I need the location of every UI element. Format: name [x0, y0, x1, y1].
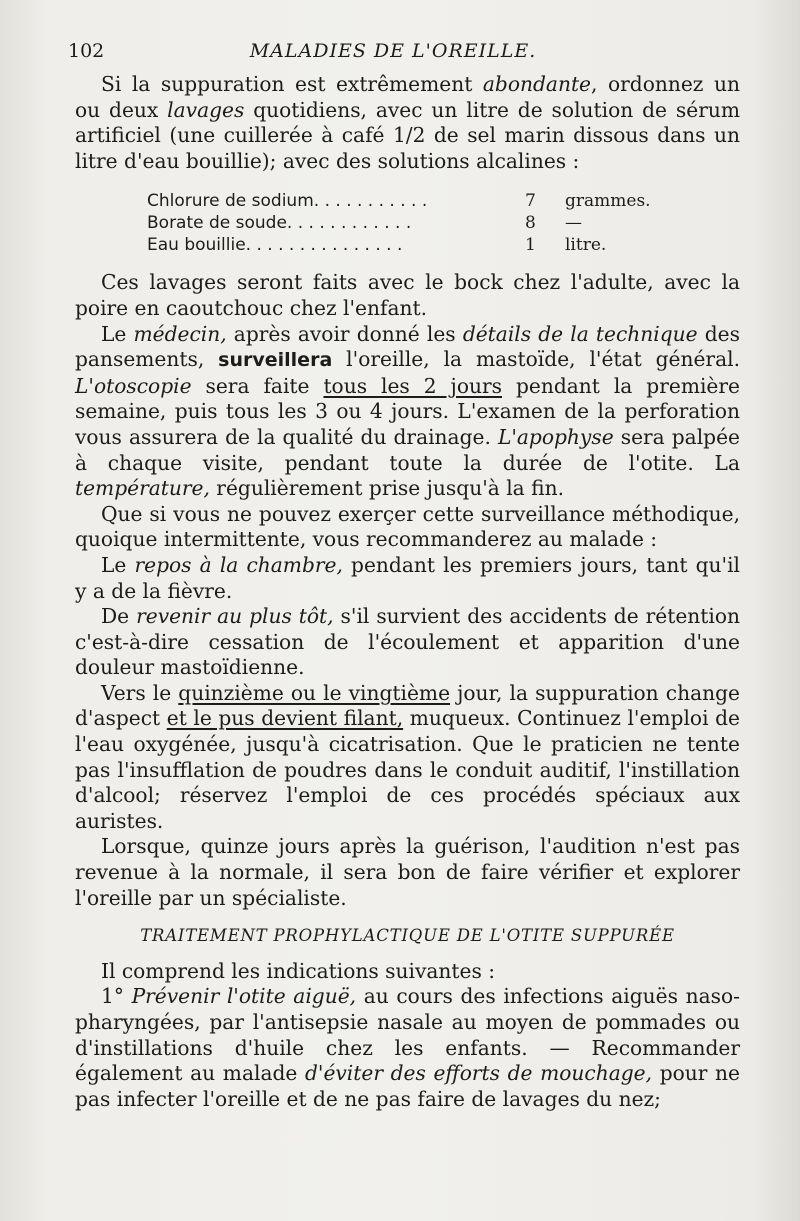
recipe-row: [147, 234, 667, 256]
recipe-unit: —: [565, 213, 582, 234]
recipe-quantity: 1: [525, 235, 536, 256]
paragraph-revenir: De revenir au plus tôt, s'il survient des accidents de rétention c'est-à-dire cessation de l'écoulement et apparition d'une douleur mastoïdienne.: [75, 604, 740, 680]
recipe-ingredient: Chlorure de sodium. . . . . . . . . . .: [147, 191, 428, 212]
page-number: 102: [68, 40, 105, 62]
recipe-ingredient: Borate de soude. . . . . . . . . . . .: [147, 213, 412, 234]
recipe-quantity: 8: [525, 213, 536, 234]
recipe-table: [147, 190, 667, 256]
recipe-unit: grammes.: [565, 191, 651, 212]
paragraph-repos: Le repos à la chambre, pendant les premiers jours, tant qu'il y a de la fièvre.: [75, 552, 740, 603]
paragraph-quinzieme: Vers le quinzième ou le vingtième jour, la suppuration change d'aspect et le pus devient filant, muqueux. Continuez l'emploi de l'eau oxygénée, jusqu'à cicatrisation. Que le praticien ne tente pas l'insufflation de poudres dans le conduit auditif, l'instillation d'alcool; réservez l'emploi de ces procédés spéciaux aux auristes.: [75, 680, 740, 833]
recipe-unit: litre.: [565, 235, 607, 256]
paragraph-lavages: Si la suppuration est extrêmement abondante, ordonnez un ou deux lavages quotidiens, avec un litre de solution de sérum artificiel (une cuillerée à café 1/2 de sel marin dissous dans un litre d'eau bouillie); avec des solutions alcalines :: [75, 72, 740, 173]
recipe-ingredient: Eau bouillie. . . . . . . . . . . . . . .: [147, 235, 403, 256]
section-title: TRAITEMENT PROPHYLACTIQUE DE L'OTITE SUPPURÉE: [140, 926, 675, 946]
paragraph-prevenir: 1° Prévenir l'otite aiguë, au cours des infections aiguës naso-pharyngées, par l'antisepsie nasale au moyen de pommades ou d'instillations d'huile chez les enfants. — Recommander également au malade d'éviter des efforts de mouchage, pour ne pas infecter l'oreille et de ne pas faire de lavages du nez;: [75, 984, 741, 1111]
recipe-quantity: 7: [525, 191, 536, 212]
body-text: [75, 72, 740, 1112]
paragraph-medecin: Le médecin, après avoir donné les détails de la technique des pansements, surveillera l'oreille, la mastoïde, l'état général. L'otoscopie sera faite tous les 2 jours pendant la première semaine, puis tous les 3 ou 4 jours. L'examen de la perforation vous assurera de la qualité du drainage. L'apophyse sera palpée à chaque visite, pendant toute la durée de l'otite. La température, régulièrement prise jusqu'à la fin.: [75, 321, 740, 501]
paragraph-audition: Lorsque, quinze jours après la guérison, l'audition n'est pas revenue à la normale, il sera bon de faire vérifier et explorer l'oreille par un spécialiste.: [75, 834, 740, 910]
recipe-row: [147, 212, 667, 234]
recipe-row: [147, 190, 667, 212]
paragraph-indications: Il comprend les indications suivantes :: [101, 958, 496, 983]
pencil-underline: tous les 2 jours: [323, 373, 502, 398]
paragraph-bock: Ces lavages seront faits avec le bock chez l'adulte, avec la poire en caoutchouc chez l'enfant.: [75, 270, 740, 320]
page-header: [68, 40, 718, 70]
paragraph-surveillance: Que si vous ne pouvez exerçer cette surveillance méthodique, quoique intermittente, vous recommanderez au malade :: [75, 501, 740, 552]
pencil-underline: et le pus devient filant,: [166, 706, 404, 731]
running-head: MALADIES DE L'OREILLE.: [249, 40, 537, 62]
pencil-underline: quinzième ou le vingtième: [178, 680, 451, 705]
